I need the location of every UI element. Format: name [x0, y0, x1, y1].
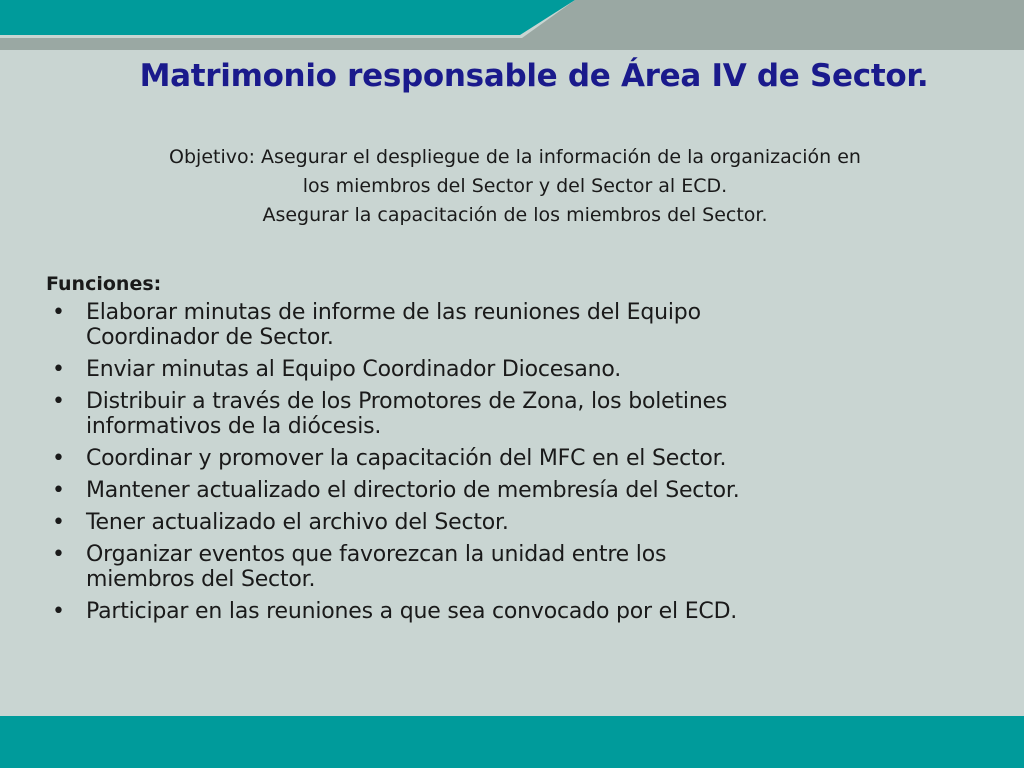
functions-section — [46, 273, 946, 631]
objective-text — [60, 143, 970, 230]
bullet: • — [52, 357, 65, 382]
list-item: • Elaborar minutas de informe de las reuniones del Equipo Coordinador de Sector. — [52, 300, 701, 350]
list-item: • Organizar eventos que favorezcan la unidad entre los miembros del Sector. — [52, 542, 667, 592]
list-item: • Tener actualizado el archivo del Sector. — [52, 510, 509, 535]
bullet: • — [52, 599, 65, 624]
list-item: • Coordinar y promover la capacitación del MFC en el Sector. — [52, 446, 727, 471]
functions-list — [46, 300, 946, 624]
objective-line: Asegurar la capacitación de los miembros del Sector. — [262, 204, 768, 226]
bullet: • — [52, 300, 65, 325]
list-item: • Mantener actualizado el directorio de membresía del Sector. — [52, 478, 740, 503]
objective-line: Objetivo: Asegurar el despliegue de la información de la organización en — [169, 146, 861, 168]
slide-title: Matrimonio responsable de Área IV de Sector. — [139, 58, 929, 94]
bullet: • — [52, 389, 65, 414]
list-item: • Participar en las reuniones a que sea convocado por el ECD. — [52, 599, 738, 624]
objective-line: los miembros del Sector y del Sector al ECD. — [302, 175, 728, 197]
list-item: • Distribuir a través de los Promotores de Zona, los boletines informativos de la diócesis. — [52, 389, 728, 439]
footer-bar — [0, 716, 1024, 768]
bullet: • — [52, 510, 65, 535]
header-decoration — [0, 0, 1024, 50]
functions-heading: Funciones: — [46, 273, 162, 295]
bullet: • — [52, 542, 65, 567]
list-item: • Enviar minutas al Equipo Coordinador Diocesano. — [52, 357, 622, 382]
bullet: • — [52, 478, 65, 503]
bullet: • — [52, 446, 65, 471]
